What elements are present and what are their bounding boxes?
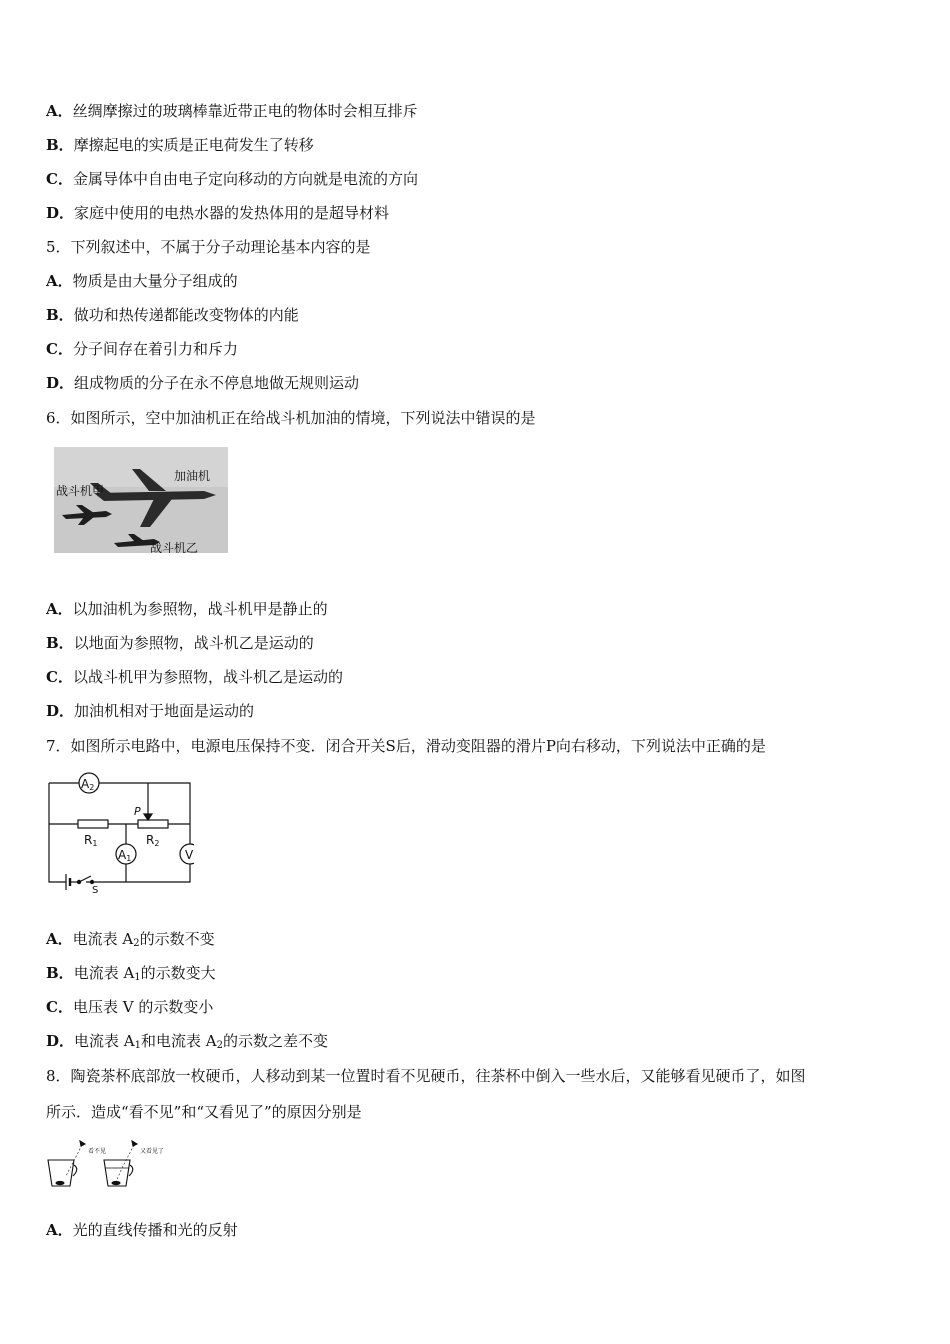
aerial-refueling-svg [54, 447, 228, 553]
option-letter: D． [46, 204, 75, 222]
tanker-label: 加油机 [174, 469, 211, 483]
option-text: 做功和热传递都能改变物体的内能 [73, 306, 299, 324]
option-text: 家庭中使用的电热水器的发热体用的是超导材料 [74, 204, 390, 222]
option-letter: C． [46, 668, 73, 686]
option-text: 丝绸摩擦过的玻璃棒靠近带正电的物体时会相互排斥 [72, 102, 418, 120]
resistor-r1-icon [78, 820, 108, 828]
v-label: V [185, 848, 194, 862]
option-text-pre: 电流表 A [74, 1032, 135, 1050]
wire-top-right [86, 783, 190, 882]
q6-option-b [46, 633, 314, 653]
option-letter: C． [46, 340, 73, 358]
left-coin-icon [56, 1181, 64, 1184]
option-letter: B． [46, 306, 74, 324]
option-text: 以加油机为参照物，战斗机甲是静止的 [72, 600, 328, 618]
teacup-coin-figure [44, 1138, 174, 1192]
q7-option-a [46, 929, 215, 954]
q7-option-b [46, 963, 216, 988]
subscript: 2 [216, 1040, 223, 1051]
left-cup-handle [73, 1165, 77, 1176]
fighter-a-label: 战斗机甲 [56, 484, 105, 498]
option-text: 电压表 V 的示数变小 [72, 998, 214, 1016]
q5-option-c [46, 339, 238, 359]
q5-option-b [46, 305, 299, 325]
option-letter: A． [46, 102, 73, 120]
option-text-pre: 电流表 A [72, 930, 134, 948]
option-text-mid: 和电流表 A [141, 1032, 217, 1050]
option-text-post: 的示数不变 [139, 930, 215, 948]
wire-left [49, 783, 66, 882]
a2-label: A2 [81, 777, 95, 792]
option-text: 以战斗机甲为参照物，战斗机乙是运动的 [72, 668, 343, 686]
subscript: 1 [134, 1040, 141, 1051]
option-text: 分子间存在着引力和斥力 [72, 340, 238, 358]
option-letter: D． [46, 702, 75, 720]
p-label: P [134, 805, 141, 818]
circuit-diagram [44, 770, 194, 894]
q7-option-d [46, 1031, 328, 1056]
q8-option-a [46, 1220, 238, 1240]
option-letter: C． [46, 998, 73, 1016]
q7-option-c [46, 997, 213, 1017]
option-letter: B． [46, 136, 74, 154]
q5-stem: 5．下列叙述中，不属于分子动理论基本内容的是 [46, 238, 371, 256]
q6-option-d [46, 701, 254, 721]
q5-option-d [46, 373, 359, 393]
s-label: S [92, 885, 99, 894]
option-letter: B． [46, 634, 74, 652]
option-letter: B． [46, 964, 74, 982]
q6-stem: 6．如图所示，空中加油机正在给战斗机加油的情境，下列说法中错误的是 [46, 409, 536, 427]
option-letter: A． [46, 930, 73, 948]
circuit-svg [44, 770, 194, 894]
option-text: 以地面为参照物，战斗机乙是运动的 [73, 634, 314, 652]
teacup-svg [44, 1138, 174, 1192]
q6-option-c [46, 667, 343, 687]
fighter-b-label: 战斗机乙 [150, 541, 199, 553]
option-letter: A． [46, 272, 73, 290]
q6-option-a [46, 599, 328, 619]
option-letter: D． [46, 1032, 75, 1050]
option-text-post: 的示数变大 [140, 964, 216, 982]
option-text: 加油机相对于地面是运动的 [74, 702, 255, 720]
q4-option-c [46, 169, 418, 189]
option-letter: A． [46, 1221, 73, 1239]
aerial-refueling-figure [54, 447, 228, 553]
right-cup-handle [129, 1165, 133, 1176]
option-letter: A． [46, 600, 73, 618]
right-cup-label: 又看见了 [140, 1148, 165, 1155]
q5-option-a [46, 271, 238, 291]
q7-stem: 7．如图所示电路中，电源电压保持不变．闭合开关S后，滑动变阻器的滑片P向右移动，下列说法中正确的是 [46, 737, 766, 755]
option-text: 物质是由大量分子组成的 [72, 272, 238, 290]
option-text: 摩擦起电的实质是正电荷发生了转移 [73, 136, 314, 154]
a1-label: A1 [118, 848, 132, 863]
q4-option-b [46, 135, 314, 155]
q4-option-a [46, 101, 418, 121]
left-eye-icon [80, 1141, 85, 1146]
option-letter: D． [46, 374, 75, 392]
q4-option-d [46, 203, 389, 223]
option-text-post: 的示数之差不变 [222, 1032, 328, 1050]
option-text: 光的直线传播和光的反射 [72, 1221, 238, 1239]
option-text: 组成物质的分子在永不停息地做无规则运动 [74, 374, 360, 392]
q8-stem-line1: 8．陶瓷茶杯底部放一枚硬币，人移动到某一位置时看不见硬币，往茶杯中倒入一些水后，又能够看见硬币了，如图 [46, 1067, 806, 1085]
r2-label: R2 [146, 833, 160, 848]
option-letter: C． [46, 170, 73, 188]
right-eye-icon [132, 1141, 137, 1146]
switch-blade-icon [79, 876, 91, 882]
subscript: 2 [133, 938, 140, 949]
rheostat-r2-icon [138, 820, 168, 828]
q8-stem-line2: 所示．造成“看不见”和“又看见了”的原因分别是 [46, 1103, 362, 1121]
subscript: 1 [134, 972, 141, 983]
switch-contact-icon [90, 880, 93, 883]
left-cup-label: 看不见 [88, 1148, 107, 1155]
r1-label: R1 [84, 833, 98, 848]
option-text-pre: 电流表 A [73, 964, 135, 982]
slider-p-arrow-icon [144, 814, 152, 820]
option-text: 金属导体中自由电子定向移动的方向就是电流的方向 [72, 170, 418, 188]
